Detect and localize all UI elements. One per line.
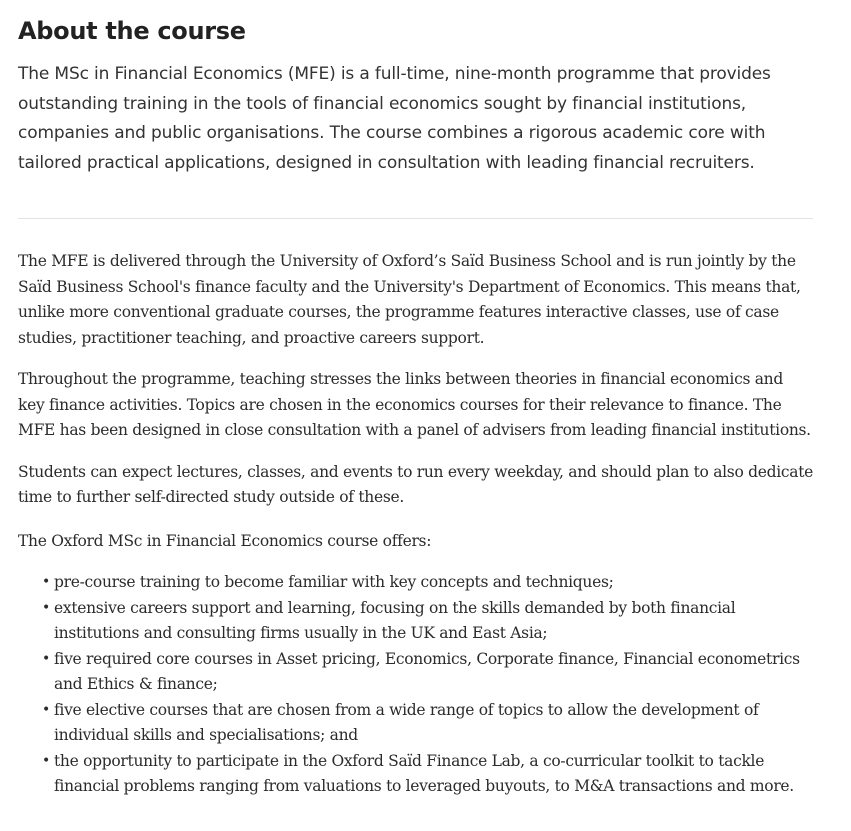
paragraph-schedule: Students can expect lectures, classes, and events to run every weekday, and should plan to also dedicate time to further self-directed study outside of these. — [18, 462, 814, 506]
section-title: About the course — [18, 17, 246, 45]
intro-paragraph: The MSc in Financial Economics (MFE) is a full-time, nine-month programme that provides outstanding training in the tools of financial economics sought by financial institutions, companies and public organisations. The course combines a rigorous academic core with tailored practical applications, designed in consultation with leading financial recruiters. — [18, 64, 771, 173]
list-item-text: the opportunity to participate in the Oxford Saïd Finance Lab, a co-curricular toolkit to tackle financial problems ranging from valuations to leveraged buyouts, to M&A transactions and more. — [54, 751, 794, 795]
paragraph-delivery: The MFE is delivered through the University of Oxford’s Saïd Business School and is run jointly by the Saïd Business School's finance faculty and the University's Department of Economics. This means that, unlike more conventional graduate courses, the programme features interactive classes, use of case studies, practitioner teaching, and proactive careers support. — [18, 252, 801, 347]
offers-intro: The Oxford MSc in Financial Economics course offers: — [18, 531, 432, 550]
bullet-icon: • — [42, 752, 50, 769]
bullet-icon: • — [42, 599, 50, 616]
list-item — [42, 698, 813, 749]
course-description — [18, 249, 813, 800]
list-item-text: pre-course training to become familiar with key concepts and techniques; — [54, 573, 614, 591]
offers-list — [18, 570, 813, 800]
bullet-icon: • — [42, 650, 50, 667]
list-item — [42, 749, 813, 800]
list-item-text: five required core courses in Asset pricing, Economics, Corporate finance, Financial econometrics and Ethics & finance; — [54, 649, 800, 693]
list-item — [42, 596, 813, 647]
section-divider — [18, 218, 813, 219]
bullet-icon: • — [42, 574, 50, 590]
paragraph-teaching: Throughout the programme, teaching stresses the links between theories in financial economics and key finance activities. Topics are chosen in the economics courses for their relevance to finance. The MFE has been designed in close consultation with a panel of advisers from leading financial institutions. — [18, 370, 811, 439]
list-item — [42, 570, 813, 596]
list-item-text: five elective courses that are chosen from a wide range of topics to allow the development of individual skills and specialisations; and — [54, 700, 759, 744]
bullet-icon: • — [42, 701, 50, 718]
list-item-text: extensive careers support and learning, focusing on the skills demanded by both financial institutions and consulting firms usually in the UK and East Asia; — [54, 598, 736, 642]
list-item — [42, 647, 813, 698]
